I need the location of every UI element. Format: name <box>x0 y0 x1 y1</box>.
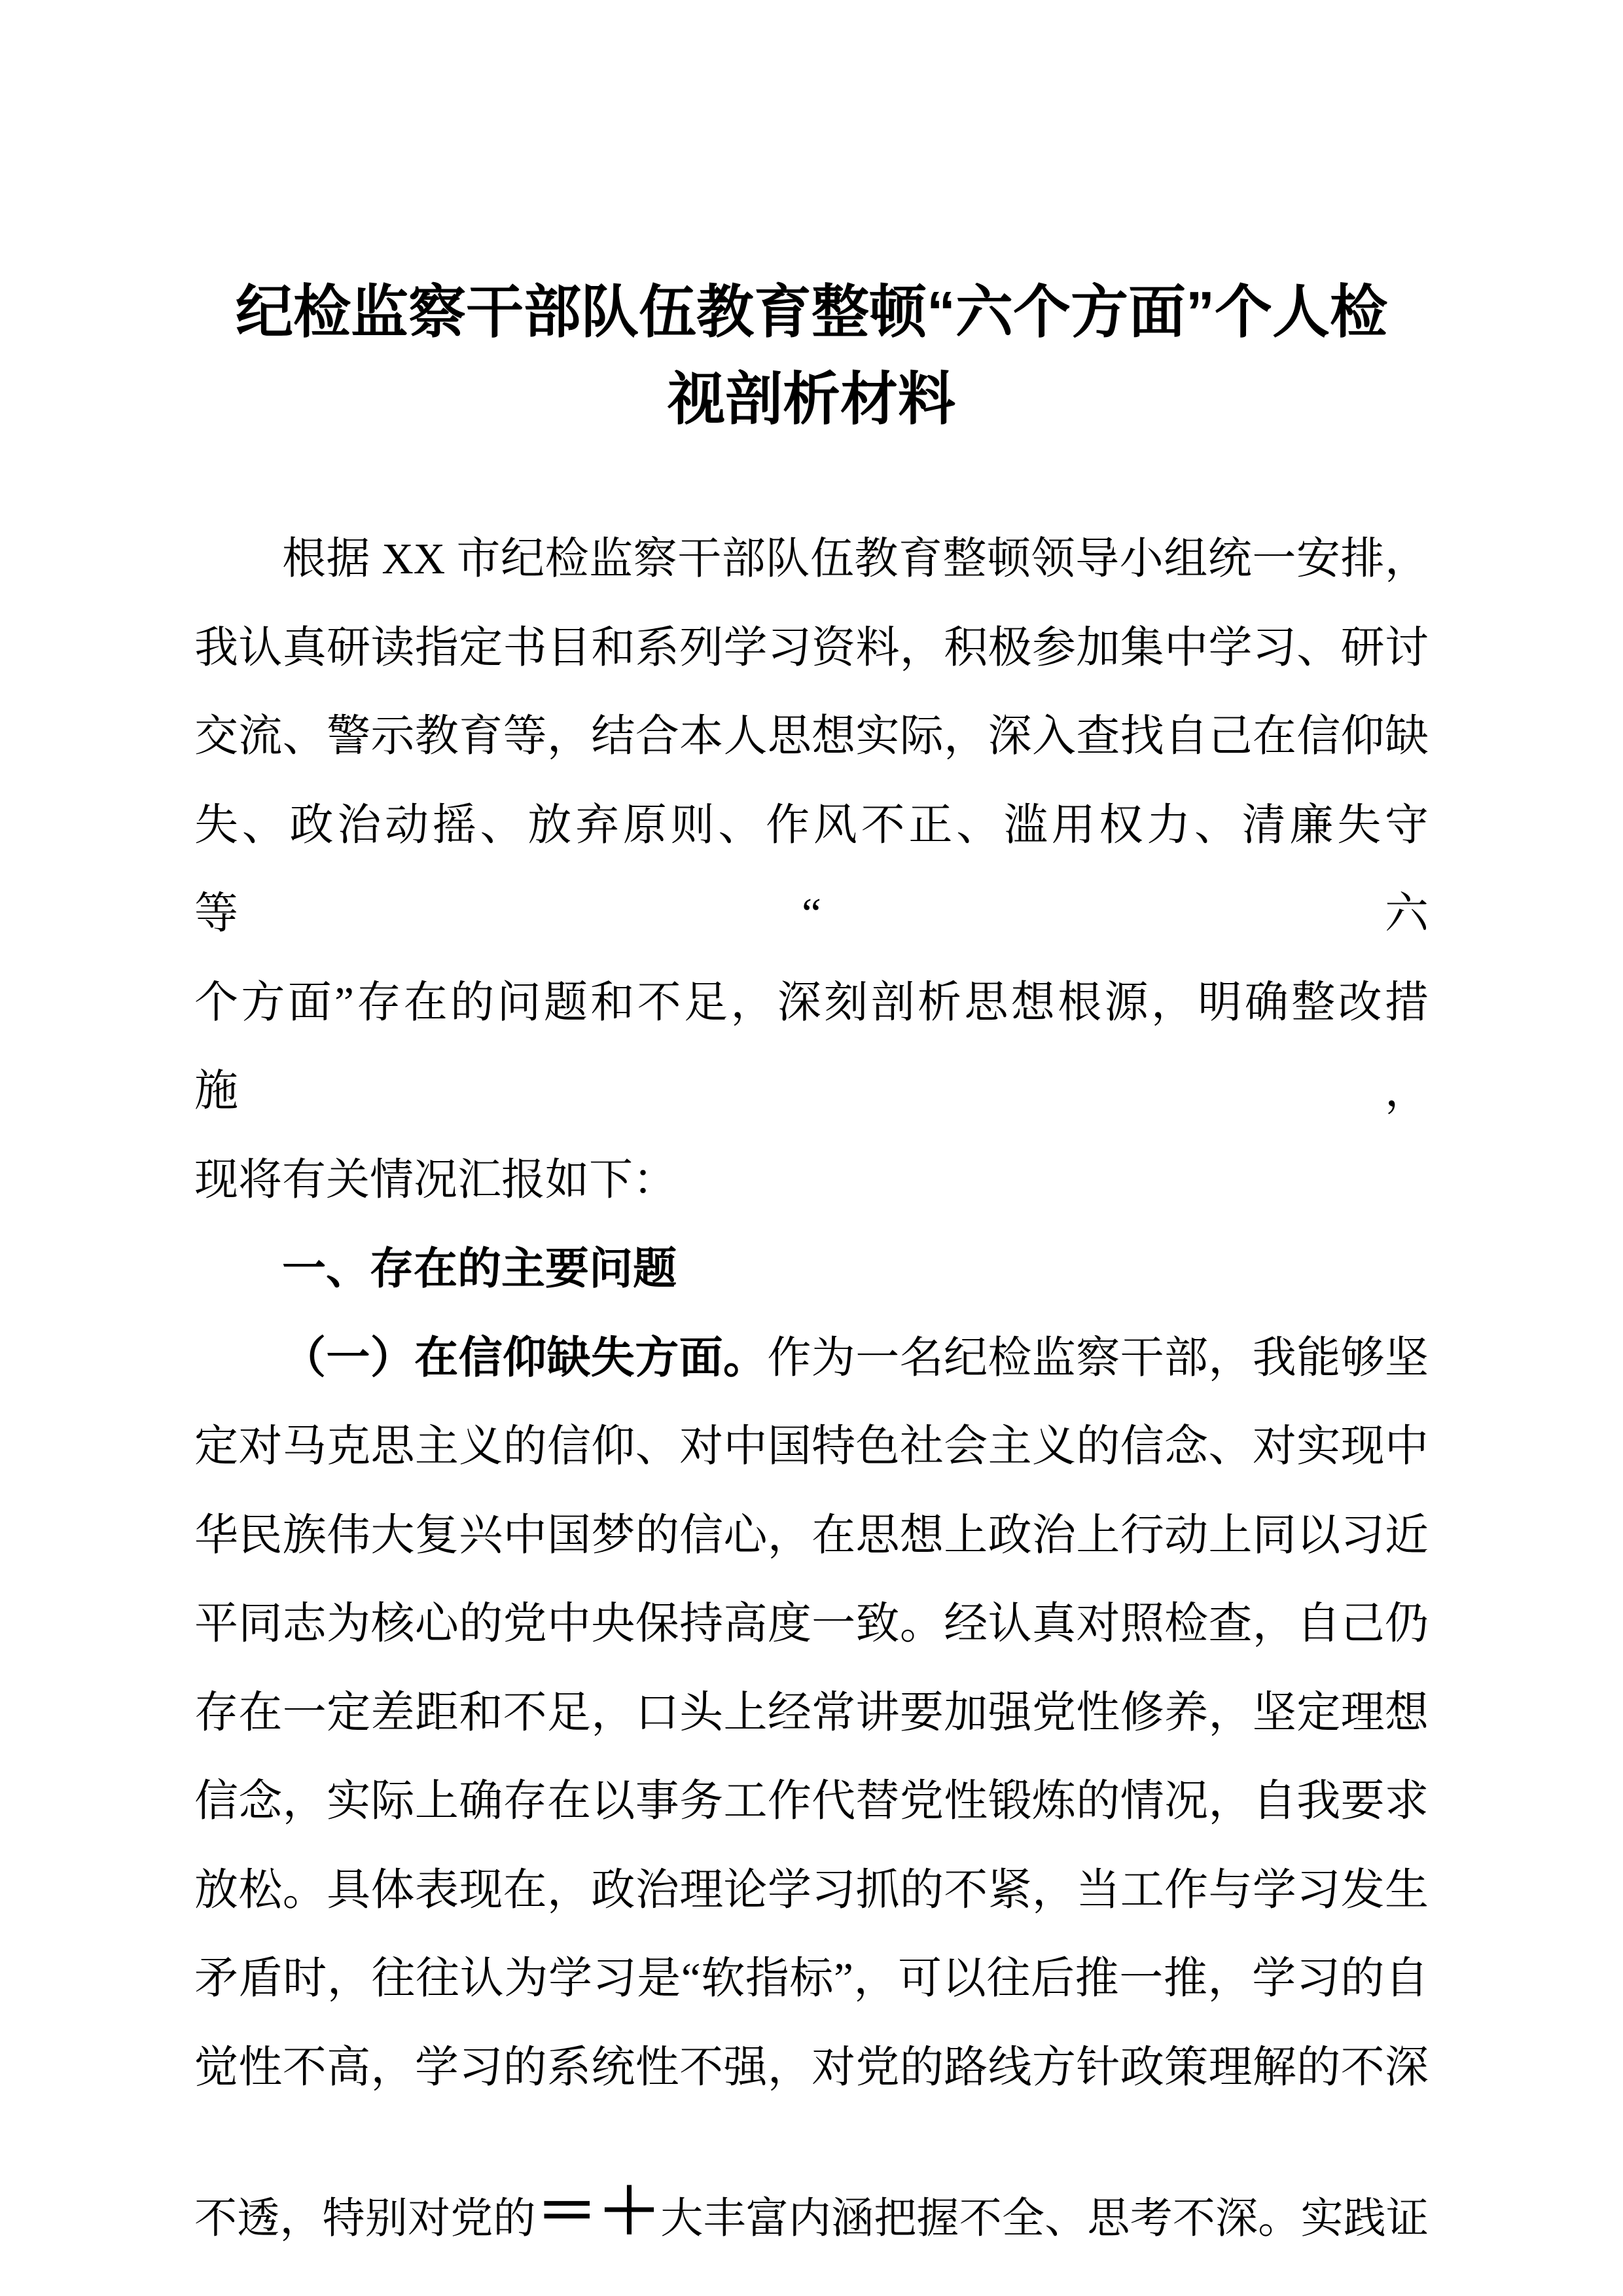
text-line: 根据 XX 市纪检监察干部队伍教育整顿领导小组统一安排， <box>282 535 1429 583</box>
text-line <box>194 1314 1429 1403</box>
text-line: 信念，实际上确存在以事务工作代替党性锻炼的情况，自我要求 <box>194 1777 1429 1825</box>
title-line: 视剖析材料 <box>667 367 955 431</box>
text-line: 华民族伟大复兴中国梦的信心，在思想上政治上行动上同以习近 <box>194 1511 1429 1560</box>
text-line: 失、政治动摇、放弃原则、作风不正、滥用权力、清廉失守等“六 <box>194 800 1429 938</box>
text-run: 作为一名纪检监察干部，我能够坚 <box>767 1333 1429 1382</box>
text-run: 不透，特别对党的 <box>194 2195 536 2242</box>
text-line: 矛盾时，往往认为学习是“软指标”，可以往后推一推，学习的自 <box>194 1954 1429 2003</box>
title-line: 纪检监察干部队伍教育整顿“六个方面”个人检 <box>235 279 1387 344</box>
text-line: 我认真研读指定书目和系列学习资料，积极参加集中学习、研讨 <box>194 623 1429 672</box>
document-body <box>194 515 1429 2264</box>
text-line: 现将有关情况汇报如下： <box>194 1155 677 1204</box>
oversized-glyph-run: ＝＋ <box>535 2177 661 2246</box>
text-line: 交流、警示教育等，结合本人思想实际，深入查找自己在信仰缺 <box>194 712 1429 761</box>
text-line: 放松。具体表现在，政治理论学习抓的不紧，当工作与学习发生 <box>194 1865 1429 1914</box>
subsection-heading-run: （一）在信仰缺失方面。 <box>282 1333 768 1382</box>
text-line: 存在一定差距和不足，口头上经常讲要加强党性修养，坚定理想 <box>194 1688 1429 1737</box>
text-line: 个方面”存在的问题和不足，深刻剖析思想根源，明确整改措施， <box>194 978 1429 1115</box>
text-line <box>194 2175 1429 2264</box>
text-line: 定对马克思主义的信仰、对中国特色社会主义的信念、对实现中 <box>194 1422 1429 1471</box>
document-title <box>194 268 1429 442</box>
section-heading-line: 一、存在的主要问题 <box>282 1244 677 1293</box>
text-run: 大丰富内涵把握不全、思考不深。实践证 <box>660 2195 1429 2242</box>
text-line: 觉性不高，学习的系统性不强，对党的路线方针政策理解的不深 <box>194 2043 1429 2092</box>
text-line: 平同志为核心的党中央保持高度一致。经认真对照检查，自己仍 <box>194 1600 1429 1648</box>
